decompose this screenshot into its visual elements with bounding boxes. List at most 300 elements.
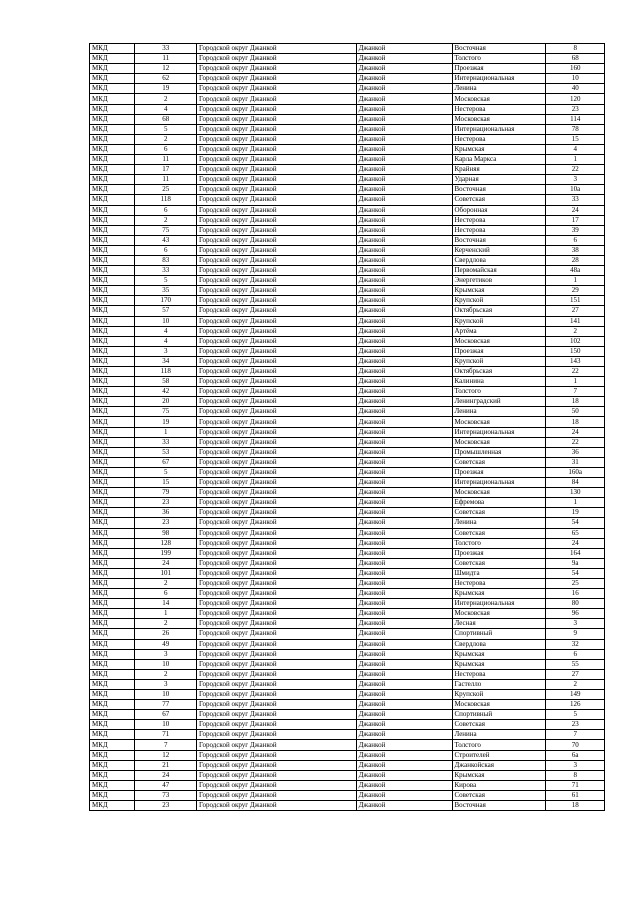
municipality-cell: Городской округ Джанкой (197, 801, 357, 811)
house-number-cell: 141 (546, 316, 605, 326)
house-number-cell: 10а (546, 185, 605, 195)
table-row (90, 669, 605, 679)
number-cell: 3 (135, 346, 197, 356)
building-type-cell: МКД (90, 205, 135, 215)
table-row (90, 245, 605, 255)
city-cell: Джанкой (356, 801, 452, 811)
municipality-cell: Городской округ Джанкой (197, 286, 357, 296)
city-cell: Джанкой (356, 215, 452, 225)
house-number-cell: 33 (546, 195, 605, 205)
city-cell: Джанкой (356, 54, 452, 64)
building-type-cell: МКД (90, 296, 135, 306)
number-cell: 20 (135, 397, 197, 407)
house-number-cell: 28 (546, 255, 605, 265)
city-cell: Джанкой (356, 195, 452, 205)
city-cell: Джанкой (356, 589, 452, 599)
house-number-cell: 68 (546, 54, 605, 64)
house-number-cell: 1 (546, 276, 605, 286)
building-type-cell: МКД (90, 780, 135, 790)
municipality-cell: Городской округ Джанкой (197, 296, 357, 306)
municipality-cell: Городской округ Джанкой (197, 266, 357, 276)
street-cell: Московская (452, 437, 546, 447)
street-cell: Московская (452, 114, 546, 124)
building-type-cell: МКД (90, 387, 135, 397)
house-number-cell: 130 (546, 488, 605, 498)
municipality-cell: Городской округ Джанкой (197, 508, 357, 518)
municipality-cell: Городской округ Джанкой (197, 760, 357, 770)
street-cell: Крымская (452, 286, 546, 296)
street-cell: Советская (452, 508, 546, 518)
building-type-cell: МКД (90, 659, 135, 669)
building-type-cell: МКД (90, 447, 135, 457)
city-cell: Джанкой (356, 124, 452, 134)
municipality-cell: Городской округ Джанкой (197, 205, 357, 215)
house-number-cell: 3 (546, 175, 605, 185)
municipality-cell: Городской округ Джанкой (197, 599, 357, 609)
street-cell: Калинина (452, 377, 546, 387)
house-number-cell: 150 (546, 346, 605, 356)
house-number-cell: 23 (546, 104, 605, 114)
municipality-cell: Городской округ Джанкой (197, 700, 357, 710)
building-type-cell: МКД (90, 134, 135, 144)
house-number-cell: 40 (546, 84, 605, 94)
table-row (90, 498, 605, 508)
building-type-cell: МКД (90, 548, 135, 558)
municipality-cell: Городской округ Джанкой (197, 548, 357, 558)
house-number-cell: 29 (546, 286, 605, 296)
building-type-cell: МКД (90, 266, 135, 276)
building-type-cell: МКД (90, 730, 135, 740)
table-row (90, 346, 605, 356)
number-cell: 67 (135, 457, 197, 467)
table-row (90, 578, 605, 588)
municipality-cell: Городской округ Джанкой (197, 780, 357, 790)
street-cell: Восточная (452, 235, 546, 245)
number-cell: 47 (135, 780, 197, 790)
building-type-cell: МКД (90, 740, 135, 750)
house-number-cell: 151 (546, 296, 605, 306)
table-row (90, 609, 605, 619)
building-type-cell: МКД (90, 508, 135, 518)
street-cell: Проезжая (452, 467, 546, 477)
city-cell: Джанкой (356, 740, 452, 750)
table-row (90, 760, 605, 770)
table-row (90, 437, 605, 447)
number-cell: 5 (135, 467, 197, 477)
house-number-cell: 70 (546, 740, 605, 750)
building-type-cell: МКД (90, 255, 135, 265)
number-cell: 12 (135, 750, 197, 760)
building-type-cell: МКД (90, 397, 135, 407)
city-cell: Джанкой (356, 94, 452, 104)
municipality-cell: Городской округ Джанкой (197, 134, 357, 144)
number-cell: 10 (135, 316, 197, 326)
municipality-cell: Городской округ Джанкой (197, 417, 357, 427)
city-cell: Джанкой (356, 437, 452, 447)
street-cell: Интернациональная (452, 599, 546, 609)
building-type-cell: МКД (90, 346, 135, 356)
number-cell: 71 (135, 730, 197, 740)
city-cell: Джанкой (356, 346, 452, 356)
street-cell: Октябрьская (452, 367, 546, 377)
house-number-cell: 7 (546, 730, 605, 740)
street-cell: Толстого (452, 387, 546, 397)
table-row (90, 84, 605, 94)
city-cell: Джанкой (356, 659, 452, 669)
street-cell: Промышленная (452, 447, 546, 457)
house-number-cell: 65 (546, 528, 605, 538)
street-cell: Кирова (452, 780, 546, 790)
table-row (90, 377, 605, 387)
building-type-cell: МКД (90, 488, 135, 498)
city-cell: Джанкой (356, 286, 452, 296)
city-cell: Джанкой (356, 700, 452, 710)
building-type-cell: МКД (90, 478, 135, 488)
street-cell: Оборонная (452, 205, 546, 215)
number-cell: 11 (135, 175, 197, 185)
building-type-cell: МКД (90, 195, 135, 205)
house-number-cell: 1 (546, 377, 605, 387)
city-cell: Джанкой (356, 296, 452, 306)
house-number-cell: 61 (546, 790, 605, 800)
building-type-cell: МКД (90, 427, 135, 437)
table-row (90, 205, 605, 215)
municipality-cell: Городской округ Джанкой (197, 215, 357, 225)
municipality-cell: Городской округ Джанкой (197, 710, 357, 720)
number-cell: 15 (135, 478, 197, 488)
city-cell: Джанкой (356, 356, 452, 366)
street-cell: Октябрьская (452, 306, 546, 316)
city-cell: Джанкой (356, 367, 452, 377)
city-cell: Джанкой (356, 447, 452, 457)
table-row (90, 528, 605, 538)
street-cell: Нестерова (452, 578, 546, 588)
municipality-cell: Городской округ Джанкой (197, 54, 357, 64)
building-type-cell: МКД (90, 619, 135, 629)
street-cell: Нестерова (452, 134, 546, 144)
city-cell: Джанкой (356, 730, 452, 740)
city-cell: Джанкой (356, 84, 452, 94)
number-cell: 62 (135, 74, 197, 84)
municipality-cell: Городской округ Джанкой (197, 750, 357, 760)
street-cell: Джанкойская (452, 760, 546, 770)
street-cell: Толстого (452, 54, 546, 64)
municipality-cell: Городской округ Джанкой (197, 84, 357, 94)
building-type-cell: МКД (90, 64, 135, 74)
city-cell: Джанкой (356, 44, 452, 54)
table-row (90, 336, 605, 346)
municipality-cell: Городской округ Джанкой (197, 478, 357, 488)
city-cell: Джанкой (356, 478, 452, 488)
table-row (90, 326, 605, 336)
number-cell: 73 (135, 790, 197, 800)
city-cell: Джанкой (356, 407, 452, 417)
city-cell: Джанкой (356, 255, 452, 265)
street-cell: Толстого (452, 740, 546, 750)
number-cell: 6 (135, 205, 197, 215)
municipality-cell: Городской округ Джанкой (197, 165, 357, 175)
municipality-cell: Городской округ Джанкой (197, 659, 357, 669)
number-cell: 53 (135, 447, 197, 457)
housing-registry-table (89, 43, 605, 811)
municipality-cell: Городской округ Джанкой (197, 94, 357, 104)
city-cell: Джанкой (356, 235, 452, 245)
table-row (90, 387, 605, 397)
number-cell: 33 (135, 266, 197, 276)
house-number-cell: 9а (546, 558, 605, 568)
table-row (90, 54, 605, 64)
number-cell: 2 (135, 215, 197, 225)
table-row (90, 74, 605, 84)
municipality-cell: Городской округ Джанкой (197, 427, 357, 437)
house-number-cell: 160 (546, 64, 605, 74)
municipality-cell: Городской округ Джанкой (197, 467, 357, 477)
number-cell: 128 (135, 538, 197, 548)
building-type-cell: МКД (90, 589, 135, 599)
house-number-cell: 24 (546, 538, 605, 548)
number-cell: 36 (135, 508, 197, 518)
street-cell: Московская (452, 700, 546, 710)
street-cell: Строителей (452, 750, 546, 760)
table-row (90, 629, 605, 639)
house-number-cell: 32 (546, 639, 605, 649)
house-number-cell: 39 (546, 225, 605, 235)
city-cell: Джанкой (356, 780, 452, 790)
street-cell: Крупской (452, 690, 546, 700)
building-type-cell: МКД (90, 770, 135, 780)
house-number-cell: 18 (546, 801, 605, 811)
number-cell: 2 (135, 669, 197, 679)
table-row (90, 740, 605, 750)
house-number-cell: 48а (546, 266, 605, 276)
number-cell: 24 (135, 770, 197, 780)
municipality-cell: Городской округ Джанкой (197, 407, 357, 417)
table-row (90, 367, 605, 377)
table-row (90, 225, 605, 235)
number-cell: 14 (135, 599, 197, 609)
table-row (90, 447, 605, 457)
building-type-cell: МКД (90, 114, 135, 124)
number-cell: 19 (135, 417, 197, 427)
street-cell: Московская (452, 609, 546, 619)
table-body (90, 44, 605, 811)
municipality-cell: Городской округ Джанкой (197, 589, 357, 599)
number-cell: 75 (135, 225, 197, 235)
table-row (90, 639, 605, 649)
street-cell: Интернациональная (452, 427, 546, 437)
municipality-cell: Городской округ Джанкой (197, 367, 357, 377)
house-number-cell: 80 (546, 599, 605, 609)
building-type-cell: МКД (90, 94, 135, 104)
city-cell: Джанкой (356, 720, 452, 730)
city-cell: Джанкой (356, 64, 452, 74)
building-type-cell: МКД (90, 750, 135, 760)
number-cell: 12 (135, 64, 197, 74)
table-row (90, 94, 605, 104)
table-row (90, 195, 605, 205)
table-row (90, 599, 605, 609)
number-cell: 199 (135, 548, 197, 558)
municipality-cell: Городской округ Джанкой (197, 528, 357, 538)
number-cell: 33 (135, 44, 197, 54)
table-row (90, 488, 605, 498)
number-cell: 42 (135, 387, 197, 397)
number-cell: 98 (135, 528, 197, 538)
municipality-cell: Городской округ Джанкой (197, 578, 357, 588)
number-cell: 34 (135, 356, 197, 366)
city-cell: Джанкой (356, 558, 452, 568)
street-cell: Восточная (452, 185, 546, 195)
municipality-cell: Городской округ Джанкой (197, 185, 357, 195)
number-cell: 118 (135, 195, 197, 205)
table-row (90, 356, 605, 366)
city-cell: Джанкой (356, 538, 452, 548)
building-type-cell: МКД (90, 679, 135, 689)
building-type-cell: МКД (90, 801, 135, 811)
house-number-cell: 22 (546, 437, 605, 447)
building-type-cell: МКД (90, 165, 135, 175)
street-cell: Нестерова (452, 669, 546, 679)
house-number-cell: 17 (546, 215, 605, 225)
number-cell: 2 (135, 94, 197, 104)
building-type-cell: МКД (90, 599, 135, 609)
number-cell: 33 (135, 437, 197, 447)
municipality-cell: Городской округ Джанкой (197, 377, 357, 387)
municipality-cell: Городской округ Джанкой (197, 74, 357, 84)
street-cell: Энергетиков (452, 276, 546, 286)
building-type-cell: МКД (90, 276, 135, 286)
number-cell: 83 (135, 255, 197, 265)
house-number-cell: 8 (546, 44, 605, 54)
table-row (90, 780, 605, 790)
street-cell: Нестерова (452, 215, 546, 225)
municipality-cell: Городской округ Джанкой (197, 619, 357, 629)
municipality-cell: Городской округ Джанкой (197, 518, 357, 528)
table-row (90, 750, 605, 760)
street-cell: Московская (452, 94, 546, 104)
house-number-cell: 5 (546, 710, 605, 720)
house-number-cell: 164 (546, 548, 605, 558)
building-type-cell: МКД (90, 306, 135, 316)
number-cell: 2 (135, 619, 197, 629)
house-number-cell: 36 (546, 447, 605, 457)
street-cell: Толстого (452, 538, 546, 548)
city-cell: Джанкой (356, 488, 452, 498)
street-cell: Шмидта (452, 568, 546, 578)
city-cell: Джанкой (356, 155, 452, 165)
house-number-cell: 6 (546, 235, 605, 245)
number-cell: 118 (135, 367, 197, 377)
municipality-cell: Городской округ Джанкой (197, 245, 357, 255)
table-row (90, 558, 605, 568)
building-type-cell: МКД (90, 498, 135, 508)
building-type-cell: МКД (90, 215, 135, 225)
municipality-cell: Городской округ Джанкой (197, 306, 357, 316)
house-number-cell: 24 (546, 205, 605, 215)
municipality-cell: Городской округ Джанкой (197, 64, 357, 74)
municipality-cell: Городской округ Джанкой (197, 730, 357, 740)
municipality-cell: Городской округ Джанкой (197, 669, 357, 679)
number-cell: 68 (135, 114, 197, 124)
table-row (90, 286, 605, 296)
municipality-cell: Городской округ Джанкой (197, 397, 357, 407)
house-number-cell: 23 (546, 720, 605, 730)
number-cell: 77 (135, 700, 197, 710)
house-number-cell: 18 (546, 417, 605, 427)
building-type-cell: МКД (90, 609, 135, 619)
municipality-cell: Городской округ Джанкой (197, 235, 357, 245)
city-cell: Джанкой (356, 690, 452, 700)
table-row (90, 155, 605, 165)
city-cell: Джанкой (356, 609, 452, 619)
street-cell: Ленина (452, 518, 546, 528)
municipality-cell: Городской округ Джанкой (197, 276, 357, 286)
table-row (90, 649, 605, 659)
city-cell: Джанкой (356, 639, 452, 649)
table-row (90, 710, 605, 720)
city-cell: Джанкой (356, 568, 452, 578)
city-cell: Джанкой (356, 629, 452, 639)
table-row (90, 508, 605, 518)
building-type-cell: МКД (90, 578, 135, 588)
municipality-cell: Городской округ Джанкой (197, 790, 357, 800)
table-row (90, 175, 605, 185)
street-cell: Крайняя (452, 165, 546, 175)
house-number-cell: 27 (546, 669, 605, 679)
table-row (90, 417, 605, 427)
house-number-cell: 1 (546, 498, 605, 508)
number-cell: 4 (135, 336, 197, 346)
street-cell: Ленина (452, 407, 546, 417)
street-cell: Керченский (452, 245, 546, 255)
number-cell: 49 (135, 639, 197, 649)
municipality-cell: Городской округ Джанкой (197, 336, 357, 346)
house-number-cell: 114 (546, 114, 605, 124)
municipality-cell: Городской округ Джанкой (197, 195, 357, 205)
city-cell: Джанкой (356, 316, 452, 326)
house-number-cell: 1 (546, 155, 605, 165)
municipality-cell: Городской округ Джанкой (197, 609, 357, 619)
table-row (90, 266, 605, 276)
city-cell: Джанкой (356, 578, 452, 588)
table-row (90, 104, 605, 114)
street-cell: Ударная (452, 175, 546, 185)
table-row (90, 407, 605, 417)
building-type-cell: МКД (90, 629, 135, 639)
municipality-cell: Городской округ Джанкой (197, 538, 357, 548)
city-cell: Джанкой (356, 377, 452, 387)
city-cell: Джанкой (356, 710, 452, 720)
number-cell: 2 (135, 134, 197, 144)
municipality-cell: Городской округ Джанкой (197, 720, 357, 730)
municipality-cell: Городской округ Джанкой (197, 356, 357, 366)
city-cell: Джанкой (356, 457, 452, 467)
table-row (90, 134, 605, 144)
table-row (90, 790, 605, 800)
municipality-cell: Городской округ Джанкой (197, 316, 357, 326)
table-row (90, 144, 605, 154)
city-cell: Джанкой (356, 387, 452, 397)
city-cell: Джанкой (356, 165, 452, 175)
house-number-cell: 16 (546, 589, 605, 599)
table-row (90, 306, 605, 316)
building-type-cell: МКД (90, 377, 135, 387)
number-cell: 35 (135, 286, 197, 296)
house-number-cell: 2 (546, 326, 605, 336)
building-type-cell: МКД (90, 336, 135, 346)
house-number-cell: 31 (546, 457, 605, 467)
city-cell: Джанкой (356, 518, 452, 528)
